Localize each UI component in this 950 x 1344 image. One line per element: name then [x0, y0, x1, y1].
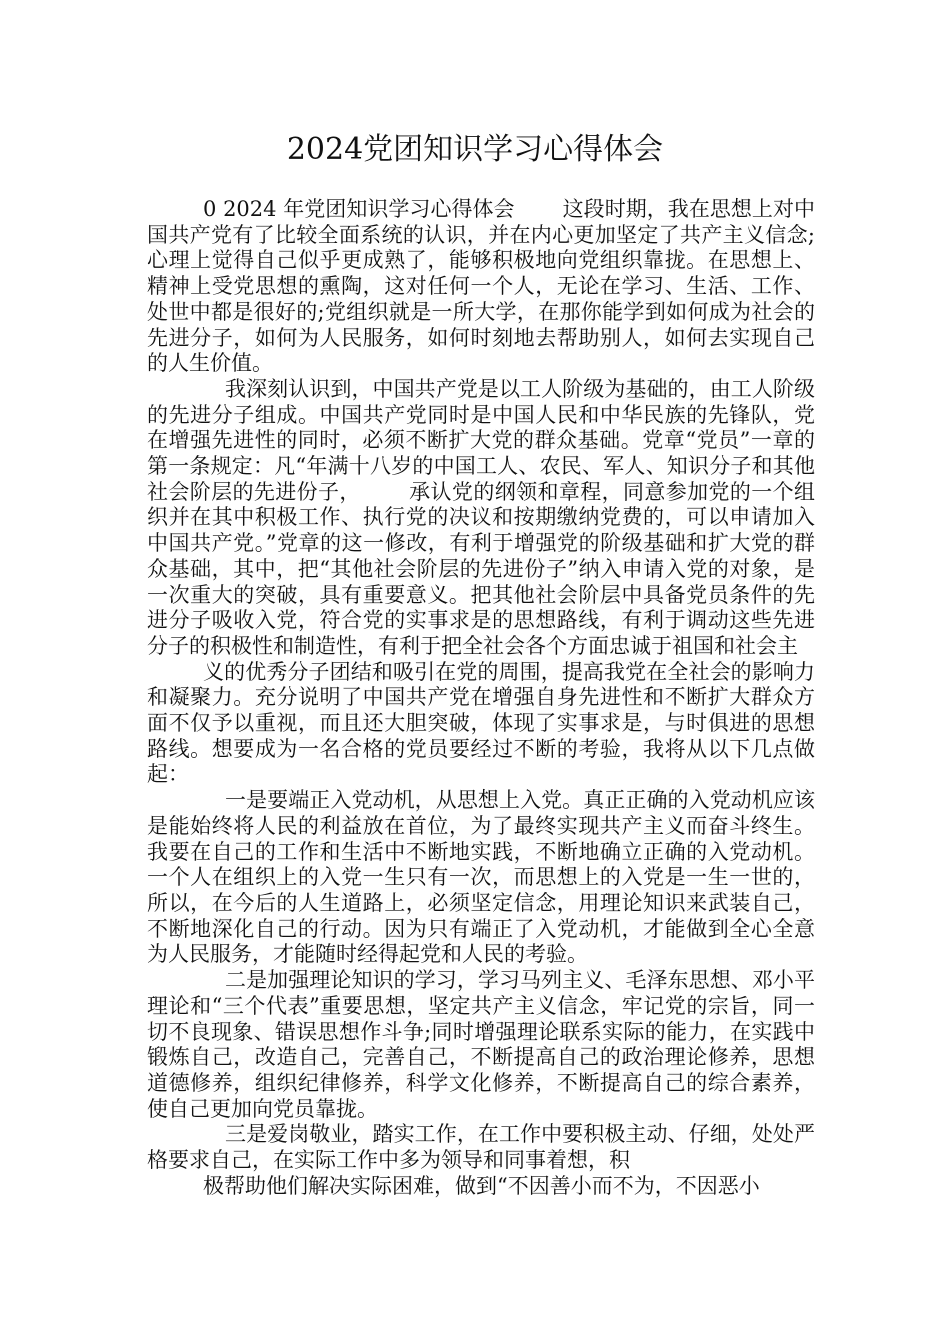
paragraph-3: 义的优秀分子团结和吸引在党的周围，提高我党在全社会的影响力和凝聚力。充分说明了中国共产党在增强自身先进性和不断扩大群众方面不仅予以重视，而且还大胆突破，体现了实事求是，与时俱进的思想路线。想要成为一名合格的党员要经过不断的考验，我将从以下几点做起：: [147, 659, 815, 787]
paragraph-2-text-b: 承认党的纲领和章程，同意参加党的一个组织并在其中积极工作、执行党的决议和按期缴纳党费的，可以申请加入中国共产党。”党章的这一修改，有利于增强党的阶级基础和扩大党的群众基础，其中，把“其他社会阶层的先进份子”纳入申请入党的对象，是一次重大的突破，具有重要意义。把其他社会阶层中具备党员条件的先进分子吸收入党，符合党的实事求是的思想路线，有利于调动这些先进分子的积极性和制造性，有利于把全社会各个方面忠诚于祖国和社会主: [147, 479, 816, 658]
paragraph-1-text: 这段时期，我在思想上对中国共产党有了比较全面系统的认识，并在内心更加坚定了共产主义信念;心理上觉得自己似乎更成熟了，能够积极地向党组织靠拢。在思想上、精神上受党思想的熏陶，这对任何一个人，无论在学习、生活、工作、处世中都是很好的;党组织就是一所大学，在那你能学到如何成为社会的先进分子，如何为人民服务，如何时刻地去帮助别人，如何去实现自己的人生价值。: [147, 197, 815, 376]
paragraph-2-text-a: 我深刻认识到，中国共产党是以工人阶级为基础的，由工人阶级的先进分子组成。中国共产党同时是中国人民和中华民族的先锋队，党在增强先进性的同时，必须不断扩大党的群众基础。党章“党员”一章的第一条规定：凡“年满十八岁的中国工人、农民、军人、知识分子和其他社会阶层的先进份子，: [147, 376, 815, 504]
document-title: 2024党团知识学习心得体会: [286, 132, 664, 167]
paragraph-1-lead: 0 2024 年党团知识学习心得体会: [203, 197, 515, 221]
paragraph-4: 一是要端正入党动机，从思想上入党。真正正确的入党动机应该是能始终将人民的利益放在首位，为了最终实现共产主义而奋斗终生。我要在自己的工作和生活中不断地实践，不断地确立正确的入党动机。一个人在组织上的入党一生只有一次，而思想上的入党是一生一世的，所以，在今后的人生道路上，必须坚定信念，用理论知识来武装自己，不断地深化自己的行动。因为只有端正了入党动机，才能做到全心全意为人民服务，才能随时经得起党和人民的考验。: [147, 788, 815, 967]
paragraph-6: 三是爱岗敬业，踏实工作，在工作中要积极主动、仔细，处处严格要求自己，在实际工作中多为领导和同事着想，积: [147, 1122, 815, 1173]
paragraph-5: 二是加强理论知识的学习，学习马列主义、毛泽东思想、邓小平理论和“三个代表”重要思想，坚定共产主义信念，牢记党的宗旨，同一切不良现象、错误思想作斗争;同时增强理论联系实际的能力，在实践中锻炼自己，改造自己，完善自己，不断提高自己的政治理论修养，思想道德修养，组织纪律修养，科学文化修养，不断提高自己的综合素养，使自己更加向党员靠拢。: [147, 968, 815, 1121]
paragraph-1: [147, 197, 815, 377]
paragraph-2: [147, 377, 815, 660]
document-body: [147, 197, 815, 1199]
paragraph-7: 极帮助他们解决实际困难，做到“不因善小而不为，不因恶小: [203, 1173, 760, 1198]
